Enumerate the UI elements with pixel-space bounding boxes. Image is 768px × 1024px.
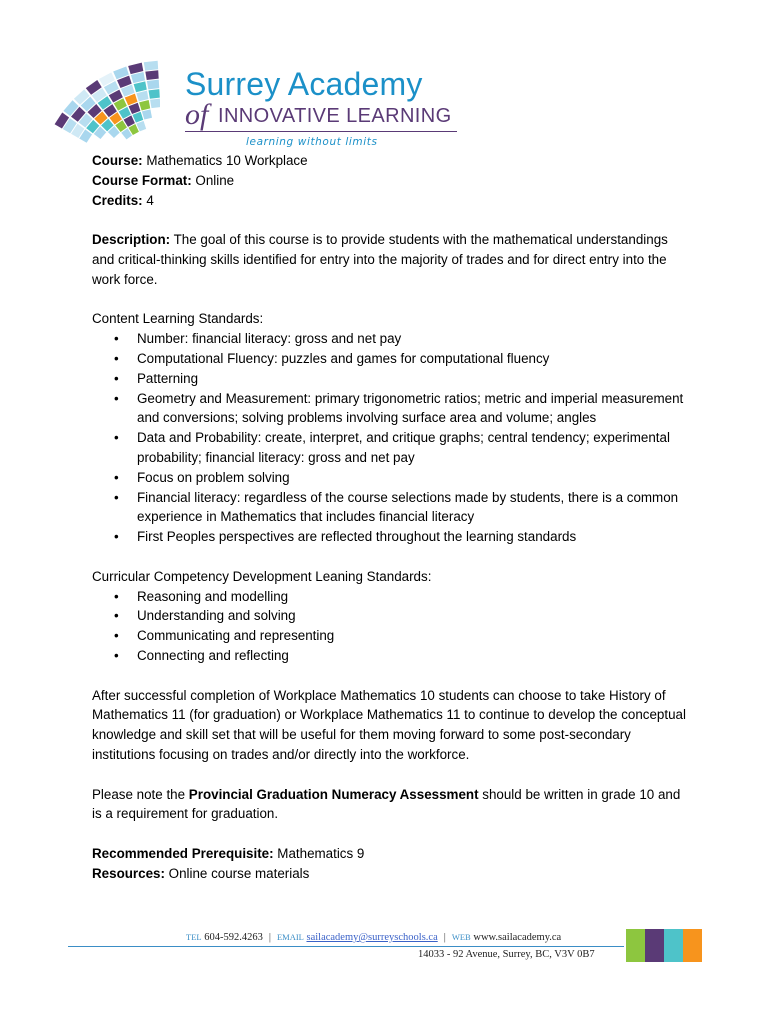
after-completion-paragraph: After successful completion of Workplace Mathematics 10 students can choose to take History of Mathematics 11 (for graduation) or Workplace Mathematics 11 to continue to develop the conceptual knowledge and skill set that will be useful for them moving forward to some post-secondary institutions focusing on trades and/or directly into the workforce.: [92, 687, 686, 762]
email-label: EMAIL: [276, 932, 304, 942]
logo-mosaic-icon: [30, 18, 160, 143]
list-item: • First Peoples perspectives are reflected throughout the learning standards: [92, 527, 692, 547]
footer-separator: |: [268, 932, 271, 943]
logo-tile: [145, 70, 158, 80]
note-assessment-name: Provincial Graduation Numeracy Assessment: [188, 786, 479, 802]
web-label: WEB: [451, 932, 471, 942]
list-item: • Geometry and Measurement: primary trigonometric ratios; metric and imperial measurement and conversions; solving problems involving surface area and volume; angles: [92, 389, 692, 429]
color-bar: [626, 929, 645, 962]
logo-tile: [147, 80, 159, 90]
brand-of: of: [185, 98, 209, 131]
academy-logo: [30, 18, 452, 148]
footer-divider: [68, 946, 624, 947]
course-document: [92, 151, 692, 883]
prerequisite-value: Mathematics 9: [273, 845, 365, 861]
list-item: • Communicating and representing: [92, 626, 692, 646]
color-bar: [683, 929, 702, 962]
logo-tile: [144, 61, 158, 71]
credits-line: [92, 191, 692, 211]
format-value: Online: [191, 172, 235, 188]
note-prefix: Please note the: [92, 786, 189, 802]
format-line: [92, 171, 692, 191]
list-item: • Number: financial literacy: gross and net pay: [92, 329, 692, 349]
logo-tile: [150, 99, 160, 108]
footer-color-bars: [626, 929, 702, 962]
list-item: • Computational Fluency: puzzles and games for computational fluency: [92, 349, 692, 369]
brand-name: Surrey Academy: [185, 66, 423, 102]
logo-tile: [139, 100, 150, 110]
description-label: Description:: [92, 232, 171, 248]
list-item: • Understanding and solving: [92, 606, 692, 626]
logo-tile: [128, 63, 143, 74]
course-value: Mathematics 10 Workplace: [142, 153, 308, 168]
content-standards-list: [92, 329, 692, 547]
list-item: • Reasoning and modelling: [92, 587, 692, 607]
email-link[interactable]: sailacademy@surreyschools.ca: [306, 932, 438, 943]
color-bar: [664, 929, 683, 962]
credits-label: Credits:: [92, 192, 143, 208]
list-item: • Data and Probability: create, interpret, and critique graphs; central tendency; experimental probability; financial literacy: gross and net pay: [92, 428, 692, 468]
logo-tile: [132, 112, 143, 123]
list-item: • Patterning: [92, 369, 692, 389]
content-standards-heading: Content Learning Standards:: [92, 311, 264, 327]
description-paragraph: [92, 230, 692, 289]
resources-label: Resources:: [92, 865, 165, 881]
format-label: Course Format:: [92, 172, 192, 188]
logo-tile: [136, 91, 148, 102]
list-item: • Focus on problem solving: [92, 468, 692, 488]
logo-tile: [134, 81, 147, 92]
tel-number: 604-592.4263: [201, 932, 263, 943]
credits-value: 4: [142, 192, 154, 208]
brand-subtitle: INNOVATIVE LEARNING: [218, 105, 452, 127]
prerequisite-label: Recommended Prerequisite:: [92, 845, 274, 861]
numeracy-note-paragraph: [92, 785, 692, 825]
list-item: • Connecting and reflecting: [92, 646, 692, 666]
web-link[interactable]: www.sailacademy.ca: [470, 932, 562, 943]
list-item: • Financial literacy: regardless of the course selections made by students, there is a common experience in Mathematics that includes financial literacy: [92, 488, 692, 528]
resources-value: Online course materials: [164, 865, 310, 881]
tel-label: TEL: [186, 932, 202, 942]
competency-standards-heading: Curricular Competency Development Leaning Standards:: [92, 568, 432, 584]
course-line: [92, 151, 692, 171]
course-label: Course:: [92, 153, 143, 168]
color-bar: [645, 929, 664, 962]
logo-tile: [142, 109, 152, 119]
brand-tagline: learning without limits: [246, 136, 378, 148]
brand-divider: [185, 131, 457, 132]
resources-line: [92, 864, 692, 884]
footer-address: 14033 - 92 Avenue, Surrey, BC, V3V 0B7: [418, 949, 595, 960]
logo-tile: [131, 72, 145, 83]
note-suffix: should be written in grade 10 and is a requirement for graduation.: [92, 786, 681, 822]
competency-standards-list: [92, 587, 692, 666]
footer-separator: |: [443, 932, 446, 943]
prerequisite-line: [92, 844, 692, 864]
footer-contact: [186, 932, 561, 943]
logo-tile: [148, 89, 159, 99]
description-text: The goal of this course is to provide students with the mathematical understandings and critical-thinking skills identified for entry into the majority of trades and for direct entry into the work force.: [92, 232, 668, 287]
